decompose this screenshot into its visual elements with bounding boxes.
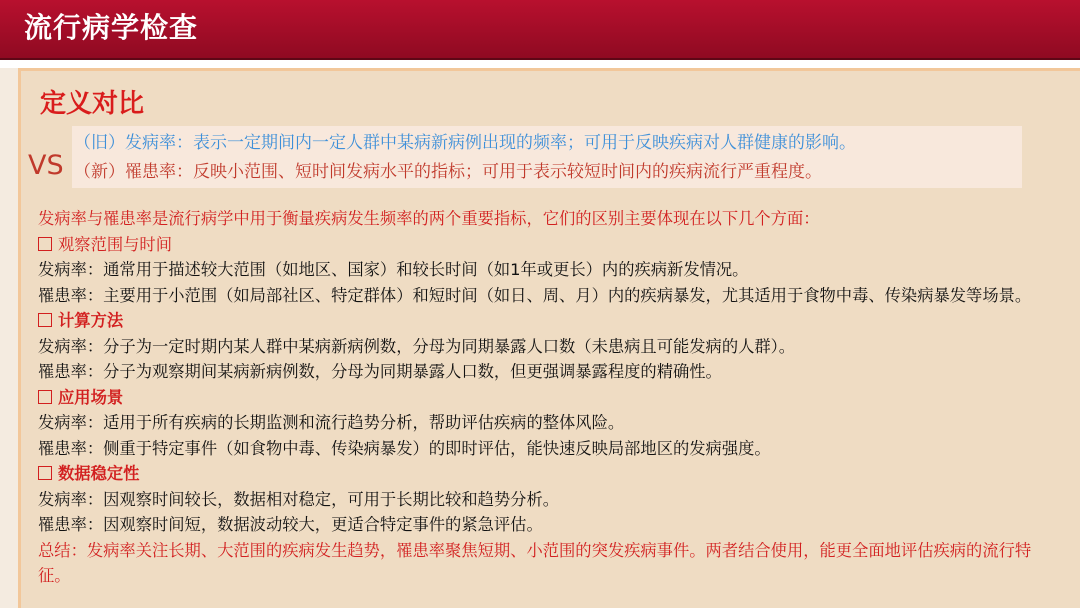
section-heading: [38, 461, 1048, 487]
list-item: 罹患率：主要用于小范围（如局部社区、特定群体）和短时间（如日、周、月）内的疾病暴发，尤其适用于食物中毒、传染病暴发等场景。: [38, 285, 1032, 305]
checkbox-square-icon: [38, 466, 52, 480]
new-definition: （新）罹患率：反映小范围、短时间发病水平的指标；可用于表示较短时间内的疾病流行严重程度。: [74, 162, 822, 182]
header-divider: [0, 60, 1080, 68]
checkbox-square-icon: [38, 313, 52, 327]
page-title: 流行病学检查: [24, 11, 199, 44]
section-title: 定义对比: [40, 89, 145, 119]
section-heading: [38, 385, 1048, 411]
section-heading: [38, 232, 1048, 258]
section-heading-label: 观察范围与时间: [58, 234, 172, 254]
list-item: 罹患率：因观察时间短，数据波动较大，更适合特定事件的紧急评估。: [38, 515, 543, 534]
list-item: 发病率：适用于所有疾病的长期监测和流行趋势分析，帮助评估疾病的整体风险。: [38, 413, 625, 432]
list-item: 发病率：通常用于描述较大范围（如地区、国家）和较长时间（如1年或更长）内的疾病新发情况。: [38, 260, 749, 279]
title-bar: [0, 0, 1080, 60]
checkbox-square-icon: [38, 390, 52, 404]
checkbox-square-icon: [38, 237, 52, 251]
section-heading: [38, 308, 1048, 334]
list-item: 罹患率：侧重于特定事件（如食物中毒、传染病暴发）的即时评估，能快速反映局部地区的发病强度。: [38, 438, 771, 458]
intro-text: 发病率与罹患率是流行病学中用于衡量疾病发生频率的两个重要指标，它们的区别主要体现在以下几个方面：: [38, 209, 820, 228]
section-heading-label: 计算方法: [58, 311, 124, 330]
list-item: 罹患率：分子为观察期间某病新病例数，分母为同期暴露人口数，但更强调暴露程度的精确性。: [38, 362, 722, 381]
old-definition: （旧）发病率：表示一定期间内一定人群中某病新病例出现的频率；可用于反映疾病对人群健康的影响。: [74, 133, 856, 153]
summary-text: 总结：发病率关注长期、大范围的疾病发生趋势，罹患率聚焦短期、小范围的突发疾病事件。两者结合使用，能更全面地评估疾病的流行特征。: [38, 540, 1032, 585]
body-text: [38, 206, 1048, 589]
section-heading-label: 应用场景: [58, 387, 124, 407]
list-item: 发病率：因观察时间较长，数据相对稳定，可用于长期比较和趋势分析。: [38, 489, 560, 509]
vs-label: VS: [28, 150, 64, 181]
section-heading-label: 数据稳定性: [58, 464, 140, 483]
list-item: 发病率：分子为一定时期内某人群中某病新病例数，分母为同期暴露人口数（未患病且可能发病的人群）。: [38, 336, 796, 356]
